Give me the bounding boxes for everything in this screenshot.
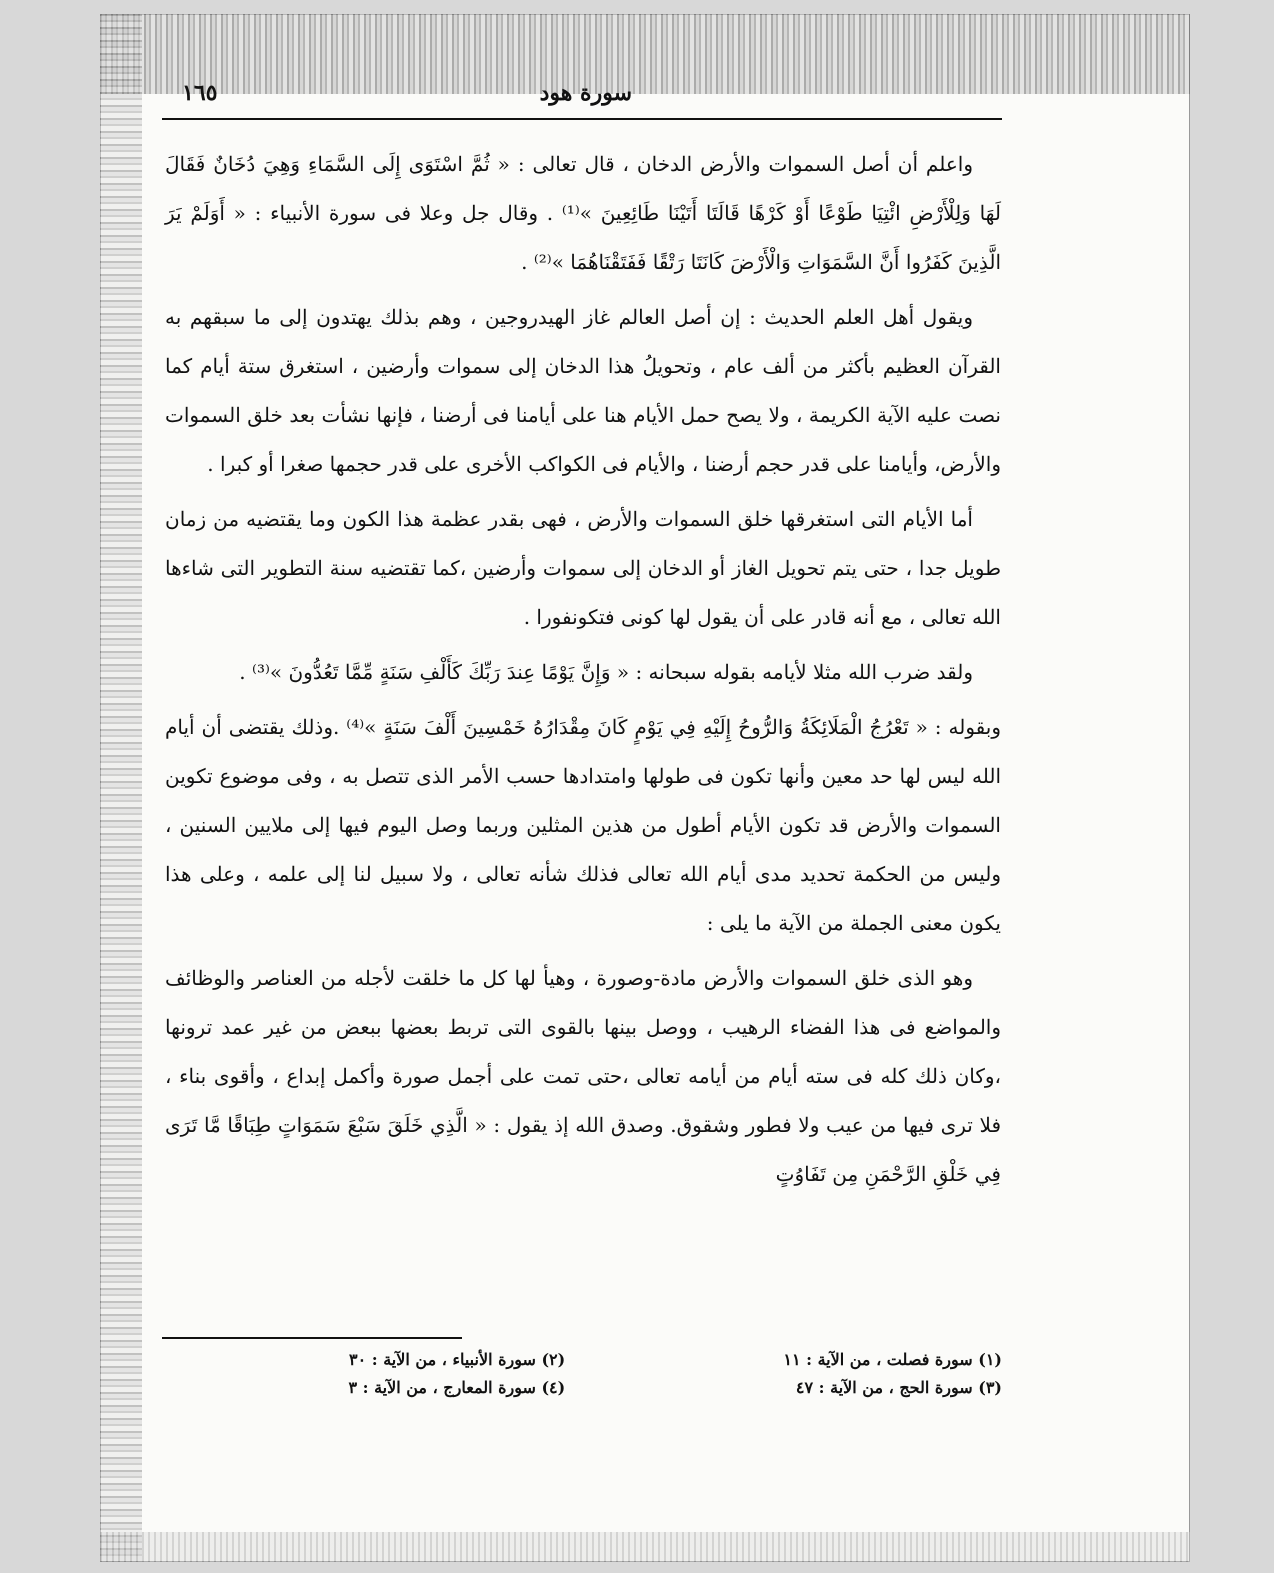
scan-noise-bottom (100, 1532, 1190, 1562)
page-number: ١٦٥ (182, 80, 218, 106)
footnote: (١) سورة فصلت ، من الآية : ١١ (783, 1350, 1002, 1369)
paragraph: وهو الذى خلق السموات والأرض مادة-وصورة ، وهيأ لها كل ما خلقت لأجله من العناصر والوظائف والمواضع فى هذا الفضاء الرهيب ، ووصل بينها بالقوى التى تربط بعضها ببعض من غير عمد ترونها ،وكان ذلك كله فى سته أيام من أيامه تعالى ،حتى تمت على أجمل صورة وأكمل إبداع ، وأقوى بناء ، فلا ترى فيها من عيب ولا فطور وشقوق. وصدق الله إذ يقول : « الَّذِي خَلَقَ سَبْعَ سَمَوَاتٍ طِبَاقًا مَّا تَرَى فِي خَلْقِ الرَّحْمَنِ مِن تَفَاوُتٍ (165, 966, 1001, 1186)
paragraph: ويقول أهل العلم الحديث : إن أصل العالم غاز الهيدروجين ، وهم بذلك يهتدون إلى ما سبقهم به القرآن العظيم بأكثر من ألف عام ، وتحويلُ هذا الدخان إلى سموات وأرضين ، استغرق ستة أيام كما نصت عليه الآية الكريمة ، ولا يصح حمل الأيام هنا على أيامنا فى أرضنا ، فإنها نشأت بعد خلق السموات والأرض، وأيامنا على قدر حجم أرضنا ، والأيام فى الكواكب الأخرى على قدر حجمها صغرا أو كبرا . (165, 305, 1001, 476)
footnote-rule (162, 1337, 462, 1339)
paragraph: أما الأيام التى استغرقها خلق السموات والأرض ، فهى بقدر عظمة هذا الكون وما يقتضيه من زمان طويل جدا ، حتى يتم تحويل الغاز أو الدخان إلى سموات وأرضين ،كما تقتضيه سنة التطوير التى شاءها الله تعالى ، مع أنه قادر على أن يقول لها كونى فتكونفورا . (165, 507, 1001, 629)
footnote-row (162, 1378, 1002, 1406)
paragraph: واعلم أن أصل السموات والأرض الدخان ، قال تعالى : « ثُمَّ اسْتَوَى إِلَى السَّمَاءِ وَهِيَ دُخَانٌ فَقَالَ لَهَا وَلِلْأَرْضِ ائْتِيَا طَوْعًا أَوْ كَرْهًا قَالَتَا أَتَيْنَا طَائِعِينَ »⁽¹⁾ . وقال جل وعلا فى سورة الأنبياء : « أَوَلَمْ يَرَ الَّذِينَ كَفَرُوا أَنَّ السَّمَوَاتِ وَالْأَرْضَ كَانَتَا رَتْقًا فَفَتَقْنَاهُمَا »⁽²⁾ . (165, 152, 1001, 274)
scan-noise-left (100, 14, 142, 1562)
footnote: (٣) سورة الحج ، من الآية : ٤٧ (795, 1378, 1002, 1397)
body-text (165, 140, 1001, 1205)
footnote: (٢) سورة الأنبياء ، من الآية : ٣٠ (348, 1350, 566, 1369)
footnote-row (162, 1350, 1002, 1378)
footnotes (162, 1350, 1002, 1406)
footnote: (٤) سورة المعارج ، من الآية : ٣ (348, 1378, 566, 1397)
running-title: سورة هود (539, 80, 632, 106)
paragraph: ولقد ضرب الله مثلا لأيامه بقوله سبحانه : « وَإِنَّ يَوْمًا عِندَ رَبِّكَ كَأَلْفِ سَنَةٍ مِّمَّا تَعُدُّونَ »⁽³⁾ . (239, 660, 973, 684)
paragraph: وبقوله : « تَعْرُجُ الْمَلَائِكَةُ وَالرُّوحُ إِلَيْهِ فِي يَوْمٍ كَانَ مِقْدَارُهُ خَمْسِينَ أَلْفَ سَنَةٍ »⁽⁴⁾ .وذلك يقتضى أن أيام الله ليس لها حد معين وأنها تكون فى طولها وامتدادها حسب الأمر الذى تتصل به ، وفى موضوع تكوين السموات والأرض قد تكون الأيام أطول من هذين المثلين وربما وصل اليوم فيها إلى ملايين السنين ، وليس من الحكمة تحديد مدى أيام الله تعالى فذلك شأنه تعالى ، ولا سبيل لنا إلى علمه ، وعلى هذا يكون معنى الجملة من الآية ما يلى : (165, 715, 1001, 935)
page-header (162, 78, 1002, 120)
